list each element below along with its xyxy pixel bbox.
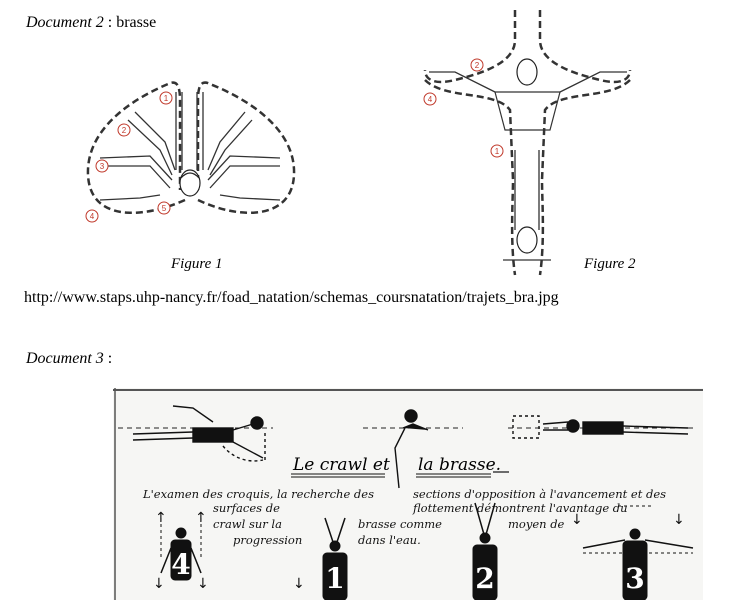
- marker-3: 3: [99, 162, 105, 171]
- swimmer-head: [180, 170, 200, 196]
- text-line-7: moyen de: [508, 517, 565, 531]
- document-2-subject: : brasse: [103, 14, 157, 31]
- document-3-title: [26, 350, 112, 368]
- swimmer-number-3: 3: [625, 562, 645, 595]
- figure-1-caption: Figure 1: [171, 256, 223, 272]
- swimmer-number-2: 2: [475, 562, 495, 595]
- svg-text:↑: ↑: [195, 510, 207, 526]
- figure-2-caption: Figure 2: [584, 256, 636, 272]
- text-line-3: surfaces de: [213, 501, 280, 515]
- svg-text:↑: ↑: [155, 510, 167, 526]
- figure-2-markers: [424, 59, 503, 157]
- swimmer-number-4: 4: [171, 548, 191, 581]
- document-3-illustration: [113, 388, 703, 600]
- marker-4: 4: [427, 95, 433, 104]
- lower-swimmer-head: [517, 227, 537, 253]
- right-arm-trajectory: [198, 83, 294, 213]
- heading-crawl: Le crawl et: [293, 455, 390, 475]
- svg-text:↓: ↓: [197, 576, 209, 592]
- document-2-title: [26, 14, 156, 32]
- text-line-1: L'examen des croquis, la recherche des: [143, 487, 374, 501]
- marker-2: 2: [121, 126, 127, 135]
- text-line-4: flottement démontrent l'avantage du: [413, 501, 628, 515]
- marker-4: 4: [89, 212, 95, 221]
- source-url: http://www.staps.uhp-nancy.fr/foad_natation/schemas_coursnatation/trajets_bra.jpg: [24, 289, 559, 306]
- figure-1-diagram: [80, 70, 310, 230]
- upper-swimmer-head: [517, 59, 537, 85]
- heading-brasse: la brasse.: [418, 455, 502, 475]
- text-line-6: brasse comme: [358, 517, 442, 531]
- swimmer-number-1: 1: [325, 562, 345, 595]
- upper-swimmer-torso: [495, 92, 560, 130]
- svg-text:↓: ↓: [293, 576, 305, 592]
- svg-text:↓: ↓: [153, 576, 165, 592]
- marker-1: 1: [494, 147, 500, 156]
- figure-2-diagram: [415, 10, 640, 280]
- svg-text:↓: ↓: [673, 512, 685, 528]
- text-line-2: sections d'opposition à l'avancement et des: [413, 487, 667, 501]
- document-3-label: Document 3: [26, 350, 104, 367]
- text-line-5: crawl sur la: [213, 517, 282, 531]
- marker-2: 2: [474, 61, 480, 70]
- document-2-label: Document 2: [26, 14, 104, 31]
- marker-1: 1: [163, 94, 169, 103]
- document-3-colon: :: [103, 350, 113, 367]
- marker-5: 5: [161, 204, 167, 213]
- text-line-8: progression: [233, 533, 303, 547]
- text-line-9: dans l'eau.: [358, 533, 421, 547]
- svg-text:↓: ↓: [571, 512, 583, 528]
